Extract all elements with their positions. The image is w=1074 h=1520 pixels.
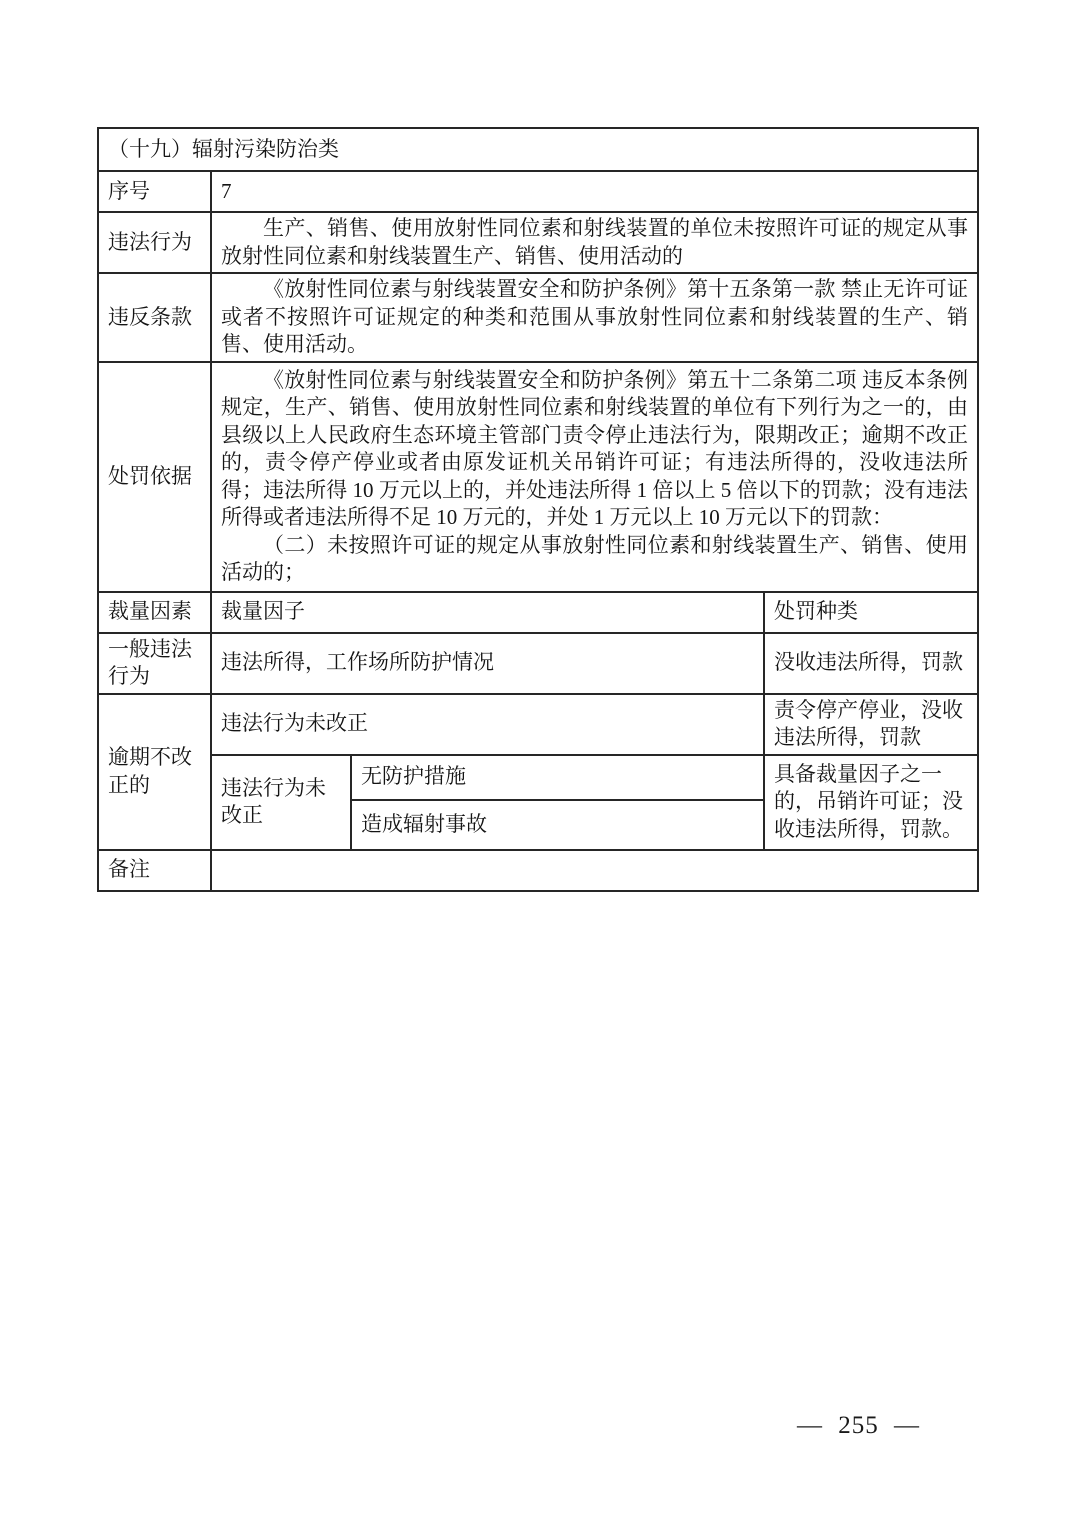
remarks-value <box>211 850 978 891</box>
penalty-type-header: 处罚种类 <box>764 592 978 633</box>
overdue-row1-penalty: 责令停产停业，没收违法所得，罚款 <box>764 694 978 755</box>
violated-clause-cell <box>211 273 978 362</box>
illegal-act-text: 生产、销售、使用放射性同位素和射线装置的单位未按照许可证的规定从事放射性同位素和射线装置生产、销售、使用活动的 <box>221 216 968 268</box>
section-title: （十九）辐射污染防治类 <box>98 128 978 171</box>
overdue-label: 逾期不改正的 <box>98 694 211 850</box>
illegal-act-label: 违法行为 <box>98 212 211 273</box>
remarks-label: 备注 <box>98 850 211 891</box>
general-violation-factor: 违法所得，工作场所防护情况 <box>211 633 764 694</box>
overdue-row1-factor: 违法行为未改正 <box>211 694 764 755</box>
penalty-basis-cell <box>211 362 978 592</box>
page-number: — 255 — <box>797 1412 920 1439</box>
overdue-row2-factor: 违法行为未改正 <box>211 755 351 850</box>
overdue-row2-subfactor-2: 造成辐射事故 <box>351 800 764 850</box>
overdue-row2-penalty: 具备裁量因子之一的，吊销许可证；没收违法所得，罚款。 <box>764 755 978 850</box>
violated-clause-text: 《放射性同位素与射线装置安全和防护条例》第十五条第一款 禁止无许可证或者不按照许可证规定的种类和范围从事放射性同位素和射线装置的生产、销售、使用活动。 <box>221 277 968 356</box>
discretion-factors-label: 裁量因素 <box>98 592 211 633</box>
general-violation-label: 一般违法行为 <box>98 633 211 694</box>
penalty-basis-para1: 《放射性同位素与射线装置安全和防护条例》第五十二条第二项 违反本条例规定，生产、销售、使用放射性同位素和射线装置的单位有下列行为之一的，由县级以上人民政府生态环境主管部门责令停止违法行为，限期改正；逾期不改正的，责令停产停业或者由原发证机关吊销许可证；有违法所得的，没收违法所得；违法所得 10 万元以上的，并处违法所得 1 倍以上 5 倍以下的罚款；没有违法所得或者违法所得不足 10 万元的，并处 1 万元以上 10 万元以下的罚款： <box>221 367 968 529</box>
discretion-factor-header: 裁量因子 <box>211 592 764 633</box>
serial-label: 序号 <box>98 171 211 212</box>
overdue-row2-subfactor-1: 无防护措施 <box>351 755 764 800</box>
penalty-discretion-table <box>97 127 979 892</box>
penalty-basis-para2: （二）未按照许可证的规定从事放射性同位素和射线装置生产、销售、使用活动的； <box>221 532 968 584</box>
violated-clause-label: 违反条款 <box>98 273 211 362</box>
penalty-basis-label: 处罚依据 <box>98 362 211 592</box>
illegal-act-cell <box>211 212 978 273</box>
serial-value: 7 <box>211 171 978 212</box>
general-violation-penalty: 没收违法所得，罚款 <box>764 633 978 694</box>
